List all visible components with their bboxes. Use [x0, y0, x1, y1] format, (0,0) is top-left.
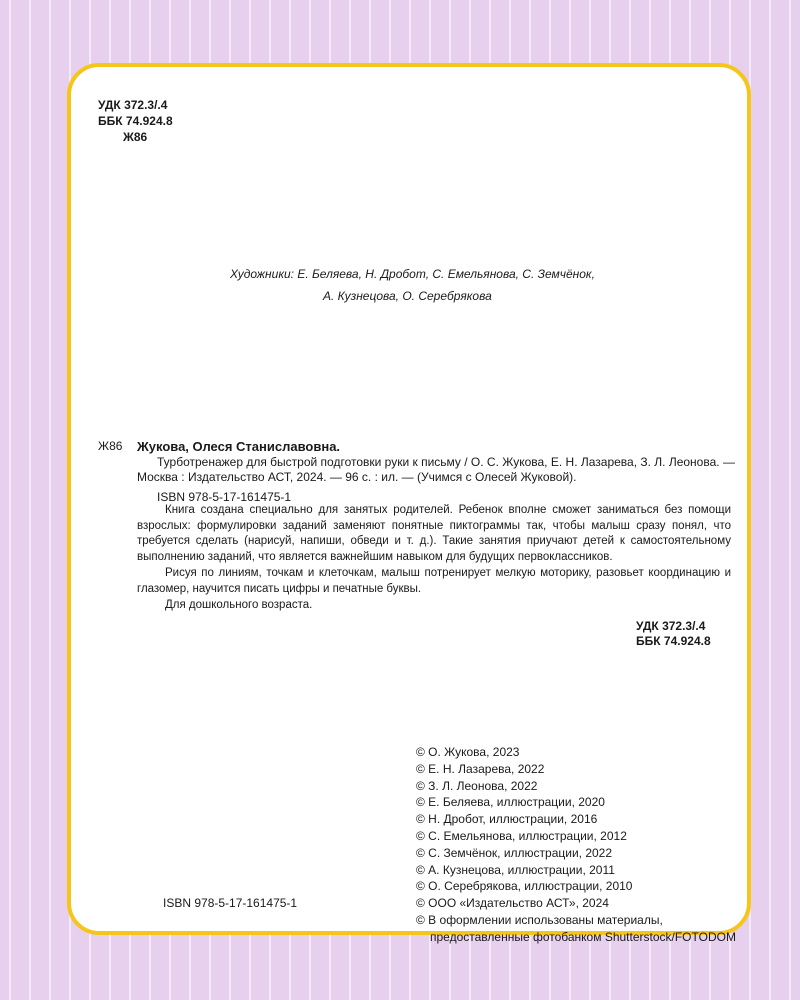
- annotation: [137, 503, 731, 614]
- age-recommendation: Для дошкольного возраста.: [165, 599, 313, 611]
- copyright-line: © З. Л. Леонова, 2022: [416, 778, 538, 793]
- annotation-paragraph-1: Книга создана специально для занятых родителей. Ребенок вполне сможет заниматься без помощи взрослых: формулировки заданий заменяют понятные пиктограммы так, чтобы малыш сразу понял, что требуется сделать (нарисуй, напиши, обведи и т. д.). Такие занятия приучают детей к самостоятельному выполнению заданий, что является важнейшим навыком для будущих первоклассников.: [137, 504, 731, 563]
- illustrators-line-1: Художники: Е. Беляева, Н. Дробот, С. Емельянова, С. Земчёнок,: [230, 267, 595, 281]
- book-title-line-2: Москва : Издательство АСТ, 2024. — 96 с. : ил. — (Учимся с Олесей Жуковой).: [137, 470, 577, 484]
- book-isbn: ISBN 978-5-17-161475-1: [157, 489, 292, 504]
- copyright-list: [416, 744, 736, 946]
- bbk-code-repeat: ББК 74.924.8: [636, 634, 711, 648]
- annotation-paragraph-2: Рисуя по линиям, точкам и клеточкам, малыш потренирует мелкую моторику, разовьет координацию и глазомер, научится писать цифры и печатные буквы.: [137, 567, 731, 595]
- bbk-code: ББК 74.924.8: [98, 114, 173, 128]
- book-author: Жукова, Олеся Станиславовна.: [137, 439, 341, 454]
- book-title-line-1: Турботренажер для быстрой подготовки руки к письму / О. С. Жукова, Е. Н. Лазарева, З. Л. Леонова. —: [157, 454, 735, 469]
- copyright-line: © О. Жукова, 2023: [416, 745, 520, 759]
- copyright-line: © О. Серебрякова, иллюстрации, 2010: [416, 879, 633, 894]
- copyright-line: © Е. Беляева, иллюстрации, 2020: [416, 795, 605, 810]
- bibliographic-record: [137, 439, 735, 505]
- author-mark: Ж86: [123, 130, 148, 144]
- copyright-line: © Н. Дробот, иллюстрации, 2016: [416, 812, 598, 827]
- illustrators-line-2: А. Кузнецова, О. Серебрякова: [323, 289, 492, 303]
- copyright-line: © А. Кузнецова, иллюстрации, 2011: [416, 862, 615, 877]
- isbn-bottom: ISBN 978-5-17-161475-1: [163, 896, 298, 910]
- udk-code: УДК 372.3/.4: [98, 98, 168, 112]
- copyright-line: © С. Земчёнок, иллюстрации, 2022: [416, 845, 613, 860]
- copyright-line: © ООО «Издательство АСТ», 2024: [416, 896, 609, 911]
- copyright-line: © С. Емельянова, иллюстрации, 2012: [416, 828, 627, 843]
- imprint-card: [67, 63, 751, 944]
- copyright-line: © Е. Н. Лазарева, 2022: [416, 761, 545, 776]
- bibliographic-mark: Ж86: [98, 439, 123, 453]
- copyright-line: © В оформлении использованы материалы,: [416, 912, 663, 927]
- copyright-line-continued: предоставленные фотобанком Shutterstock/FOTODOM: [430, 929, 736, 944]
- udk-code-repeat: УДК 372.3/.4: [636, 619, 706, 633]
